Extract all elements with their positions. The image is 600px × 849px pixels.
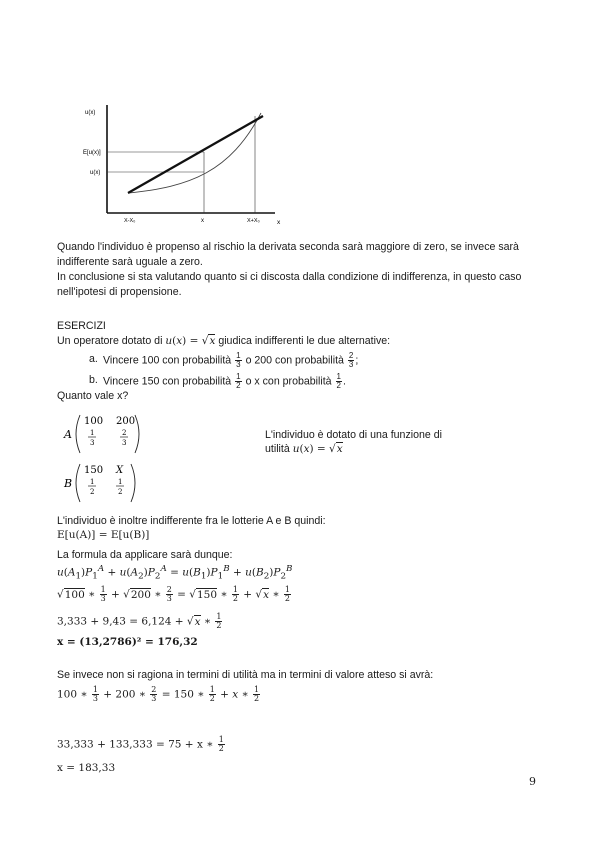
lottery-a-matrix bbox=[60, 413, 150, 455]
value-formula-numeric: 33,333 + 133,333 = 75 + x ∗ $\frac{1}{2}$ bbox=[57, 735, 224, 753]
lottery-a-label: A bbox=[64, 428, 72, 441]
exercise-intro-pre: Un operatore dotato di bbox=[57, 335, 163, 347]
lottery-b-matrix bbox=[60, 462, 150, 504]
exercise-intro bbox=[57, 334, 390, 348]
substituted-formula: √100 ∗ $\frac{1}{3}$ + √200 ∗ $\frac{2}{3}$ = √150 ∗ $\frac{1}{2}$ + √x ∗ $\frac{1}{2}$ bbox=[57, 585, 290, 603]
numeric-formula-left: 3,333 + 9,43 = 6,124 + bbox=[57, 615, 184, 628]
paragraph-1-line-2: indifferente sarà uguale a zero. bbox=[57, 256, 203, 268]
tick-left-label: X-X₀ bbox=[124, 218, 136, 224]
utility-note-line-2 bbox=[265, 442, 343, 456]
value-formula: 100 ∗ $\frac{1}{3}$ + 200 ∗ $\frac{2}{3}$ = 150 ∗ $\frac{1}{2}$ + x ∗ $\frac{1}{2}$ bbox=[57, 685, 260, 703]
fraction: $\frac{1}{2}$ bbox=[336, 372, 341, 390]
lottery-a-prob-1-den: 3 bbox=[90, 439, 95, 447]
value-intro: Se invece non si ragiona in termini di utilità ma in termini di valore atteso si avrà: bbox=[57, 669, 434, 681]
item-a-text-1: Vincere 100 con probabilità bbox=[103, 354, 232, 367]
general-formula: $u(A_1)P_1^A + u(A_2)P_2^A = u(B_1)P_1^B + u(B_2)P_2^B$ bbox=[57, 564, 293, 582]
fraction: $\frac{1}{2}$ bbox=[236, 372, 241, 390]
item-b-text-1: Vincere 150 con probabilità bbox=[103, 375, 232, 388]
lottery-b-prob-2-den: 2 bbox=[118, 488, 123, 496]
lottery-a-value-2: 200 bbox=[116, 416, 136, 427]
y-axis-label: u(x) bbox=[85, 110, 96, 116]
paragraph-2-line-1: In conclusione si sta valutando quanto si ci discosta dalla condizione di indifferenza, in questo caso bbox=[57, 271, 522, 283]
utility-note-line-1: L'individuo è dotato di una funzione di bbox=[265, 429, 442, 441]
fraction: $\frac{2}{3}$ bbox=[348, 351, 354, 369]
utility-result: x = (13,2786)² = 176,32 bbox=[57, 636, 198, 648]
section-title: ESERCIZI bbox=[57, 320, 106, 332]
item-b-text-2: o x con probabilità bbox=[245, 375, 332, 388]
lottery-b-label: B bbox=[64, 477, 73, 490]
lottery-b-prob-2-num: 1 bbox=[118, 478, 123, 486]
lottery-b-value-2: X bbox=[116, 465, 124, 476]
item-a-text-2: o 200 con probabilità bbox=[245, 354, 344, 367]
tick-mid-label: x bbox=[201, 218, 204, 224]
utility-function-note: u(x) = √x bbox=[292, 443, 343, 455]
chord-line bbox=[128, 116, 263, 193]
x-axis-label: x bbox=[277, 219, 281, 226]
utility-note-label: utilità bbox=[265, 443, 290, 455]
exercise-intro-post: giudica indifferenti le due alternative: bbox=[218, 335, 391, 347]
utility-function: u(x) = √x bbox=[165, 335, 216, 347]
item-b: Vincere 150 con probabilità $\frac{1}{2}$ o x con probabilità $\frac{1}{2}$ . bbox=[103, 372, 346, 390]
value-result: x = 183,33 bbox=[57, 762, 116, 774]
fraction: $\frac{1}{3}$ bbox=[236, 351, 241, 369]
expected-utility-equation: E[u(A)] = E[u(B)] bbox=[57, 529, 150, 541]
lottery-b-prob-1-den: 2 bbox=[90, 488, 95, 496]
page-number: 9 bbox=[529, 775, 536, 788]
paragraph-2-line-2: nell'ipotesi di propensione. bbox=[57, 286, 182, 298]
tick-right-label: X+X₀ bbox=[247, 218, 260, 224]
numeric-formula: 3,333 + 9,43 = 6,124 + √x ∗ $\frac{1}{2}$ bbox=[57, 612, 222, 630]
lottery-a-prob-2-den: 3 bbox=[122, 439, 127, 447]
item-a: Vincere 100 con probabilità $\frac{1}{3}$ o 200 con probabilità $\frac{2}{3}$ ; bbox=[103, 351, 359, 369]
lottery-b-prob-1-num: 1 bbox=[90, 478, 95, 486]
item-b-marker: b. bbox=[89, 374, 98, 386]
lottery-a-prob-2-num: 2 bbox=[122, 429, 127, 437]
question: Quanto vale x? bbox=[57, 390, 129, 402]
item-a-marker: a. bbox=[89, 353, 98, 365]
paragraph-1-line-1: Quando l'individuo è propenso al rischio la derivata seconda sarà maggiore di zero, se invece sarà bbox=[57, 241, 519, 253]
ux-label: u(x) bbox=[90, 170, 101, 176]
formula-intro: La formula da applicare sarà dunque: bbox=[57, 549, 233, 561]
utility-graph bbox=[80, 100, 290, 230]
lottery-a-prob-1-num: 1 bbox=[90, 429, 95, 437]
value-formula-numeric-left: 33,333 + 133,333 = 75 + x ∗ bbox=[57, 738, 214, 751]
lottery-b-value-1: 150 bbox=[84, 465, 104, 476]
indifferent-text: L'individuo è inoltre indifferente fra le lotterie A e B quindi: bbox=[57, 515, 326, 527]
eux-label: E[u(x)] bbox=[83, 150, 101, 156]
lottery-a-value-1: 100 bbox=[84, 416, 104, 427]
